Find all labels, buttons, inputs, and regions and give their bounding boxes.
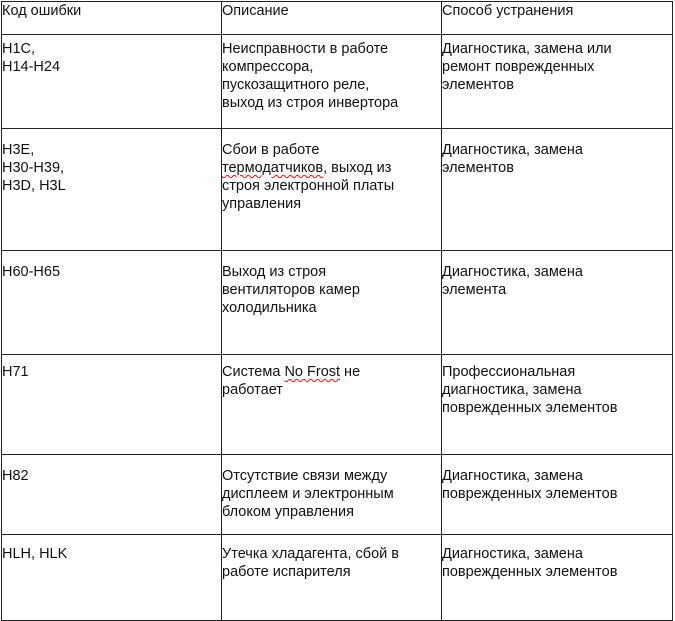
cell-text: не (340, 364, 361, 380)
cell-line: ремонт поврежденных (442, 59, 595, 75)
cell-fix (442, 355, 673, 455)
cell-line (222, 363, 441, 381)
cell-line: Утечка хладагента, сбой в (222, 546, 399, 562)
cell-text: Система (222, 364, 285, 380)
cell-code (2, 455, 222, 535)
cell-description (222, 35, 442, 129)
cell-line: строя электронной платы (222, 178, 395, 194)
header-description: Описание (222, 2, 442, 35)
table-row (2, 129, 673, 251)
cell-description (222, 455, 442, 535)
cell-line: вентиляторов камер (222, 282, 360, 298)
cell-line: H1C, (2, 41, 36, 57)
header-fix: Способ устранения (442, 2, 673, 35)
cell-line: Выход из строя (222, 264, 327, 280)
cell-line: поврежденных элементов (442, 564, 618, 580)
cell-line: поврежденных элементов (442, 400, 618, 416)
header-row (2, 2, 673, 35)
cell-line: HLH, HLK (2, 546, 68, 562)
cell-code (2, 129, 222, 251)
cell-line: Диагностика, замена или (442, 41, 612, 57)
table-header (2, 2, 673, 35)
cell-line: Неисправности в работе (222, 41, 389, 57)
cell-line: Диагностика, замена (442, 546, 583, 562)
error-codes-table (1, 1, 673, 621)
cell-line: диагностика, замена (442, 382, 582, 398)
cell-line: элементов (442, 160, 514, 176)
cell-line: элемента (442, 282, 507, 298)
cell-line: H14-H24 (2, 59, 61, 75)
cell-line: работает (222, 382, 283, 398)
cell-line (222, 159, 441, 177)
cell-description (222, 251, 442, 355)
cell-line: элементов (442, 77, 514, 93)
cell-line: H30-H39, (2, 160, 65, 176)
table-row (2, 455, 673, 535)
cell-line: H71 (2, 364, 29, 380)
cell-line: холодильника (222, 300, 317, 316)
cell-line: блоком управления (222, 504, 354, 520)
cell-fix (442, 129, 673, 251)
cell-line: пускозащитного реле, (222, 77, 370, 93)
cell-line: поврежденных элементов (442, 486, 618, 502)
cell-line: H3D, H3L (2, 178, 66, 194)
cell-code (2, 35, 222, 129)
cell-line: H82 (2, 468, 29, 484)
cell-line: выход из строя инвертора (222, 95, 399, 111)
cell-line: компрессора, (222, 59, 314, 75)
cell-description (222, 129, 442, 251)
cell-fix (442, 35, 673, 129)
cell-fix (442, 455, 673, 535)
table-row (2, 355, 673, 455)
cell-description (222, 355, 442, 455)
table-body (2, 35, 673, 621)
cell-line: H60-H65 (2, 264, 61, 280)
cell-line: Профессиональная (442, 364, 576, 380)
cell-line: Отсутствие связи между (222, 468, 388, 484)
cell-fix (442, 251, 673, 355)
cell-line: Диагностика, замена (442, 264, 583, 280)
cell-code (2, 251, 222, 355)
cell-line: Диагностика, замена (442, 142, 583, 158)
spellcheck-underlined-word: No Frost (284, 364, 341, 380)
cell-line: H3E, (2, 142, 35, 158)
spellcheck-underlined-word: термодатчиков (222, 160, 324, 176)
table-row (2, 35, 673, 129)
cell-line: Сбои в работе (222, 142, 320, 158)
header-code: Код ошибки (2, 2, 222, 35)
cell-code (2, 355, 222, 455)
cell-line: управления (222, 196, 302, 212)
cell-line: работе испарителя (222, 564, 351, 580)
cell-line: дисплеем и электронным (222, 486, 394, 502)
cell-line: Диагностика, замена (442, 468, 583, 484)
cell-text: , выход из (323, 160, 392, 176)
table-row (2, 251, 673, 355)
